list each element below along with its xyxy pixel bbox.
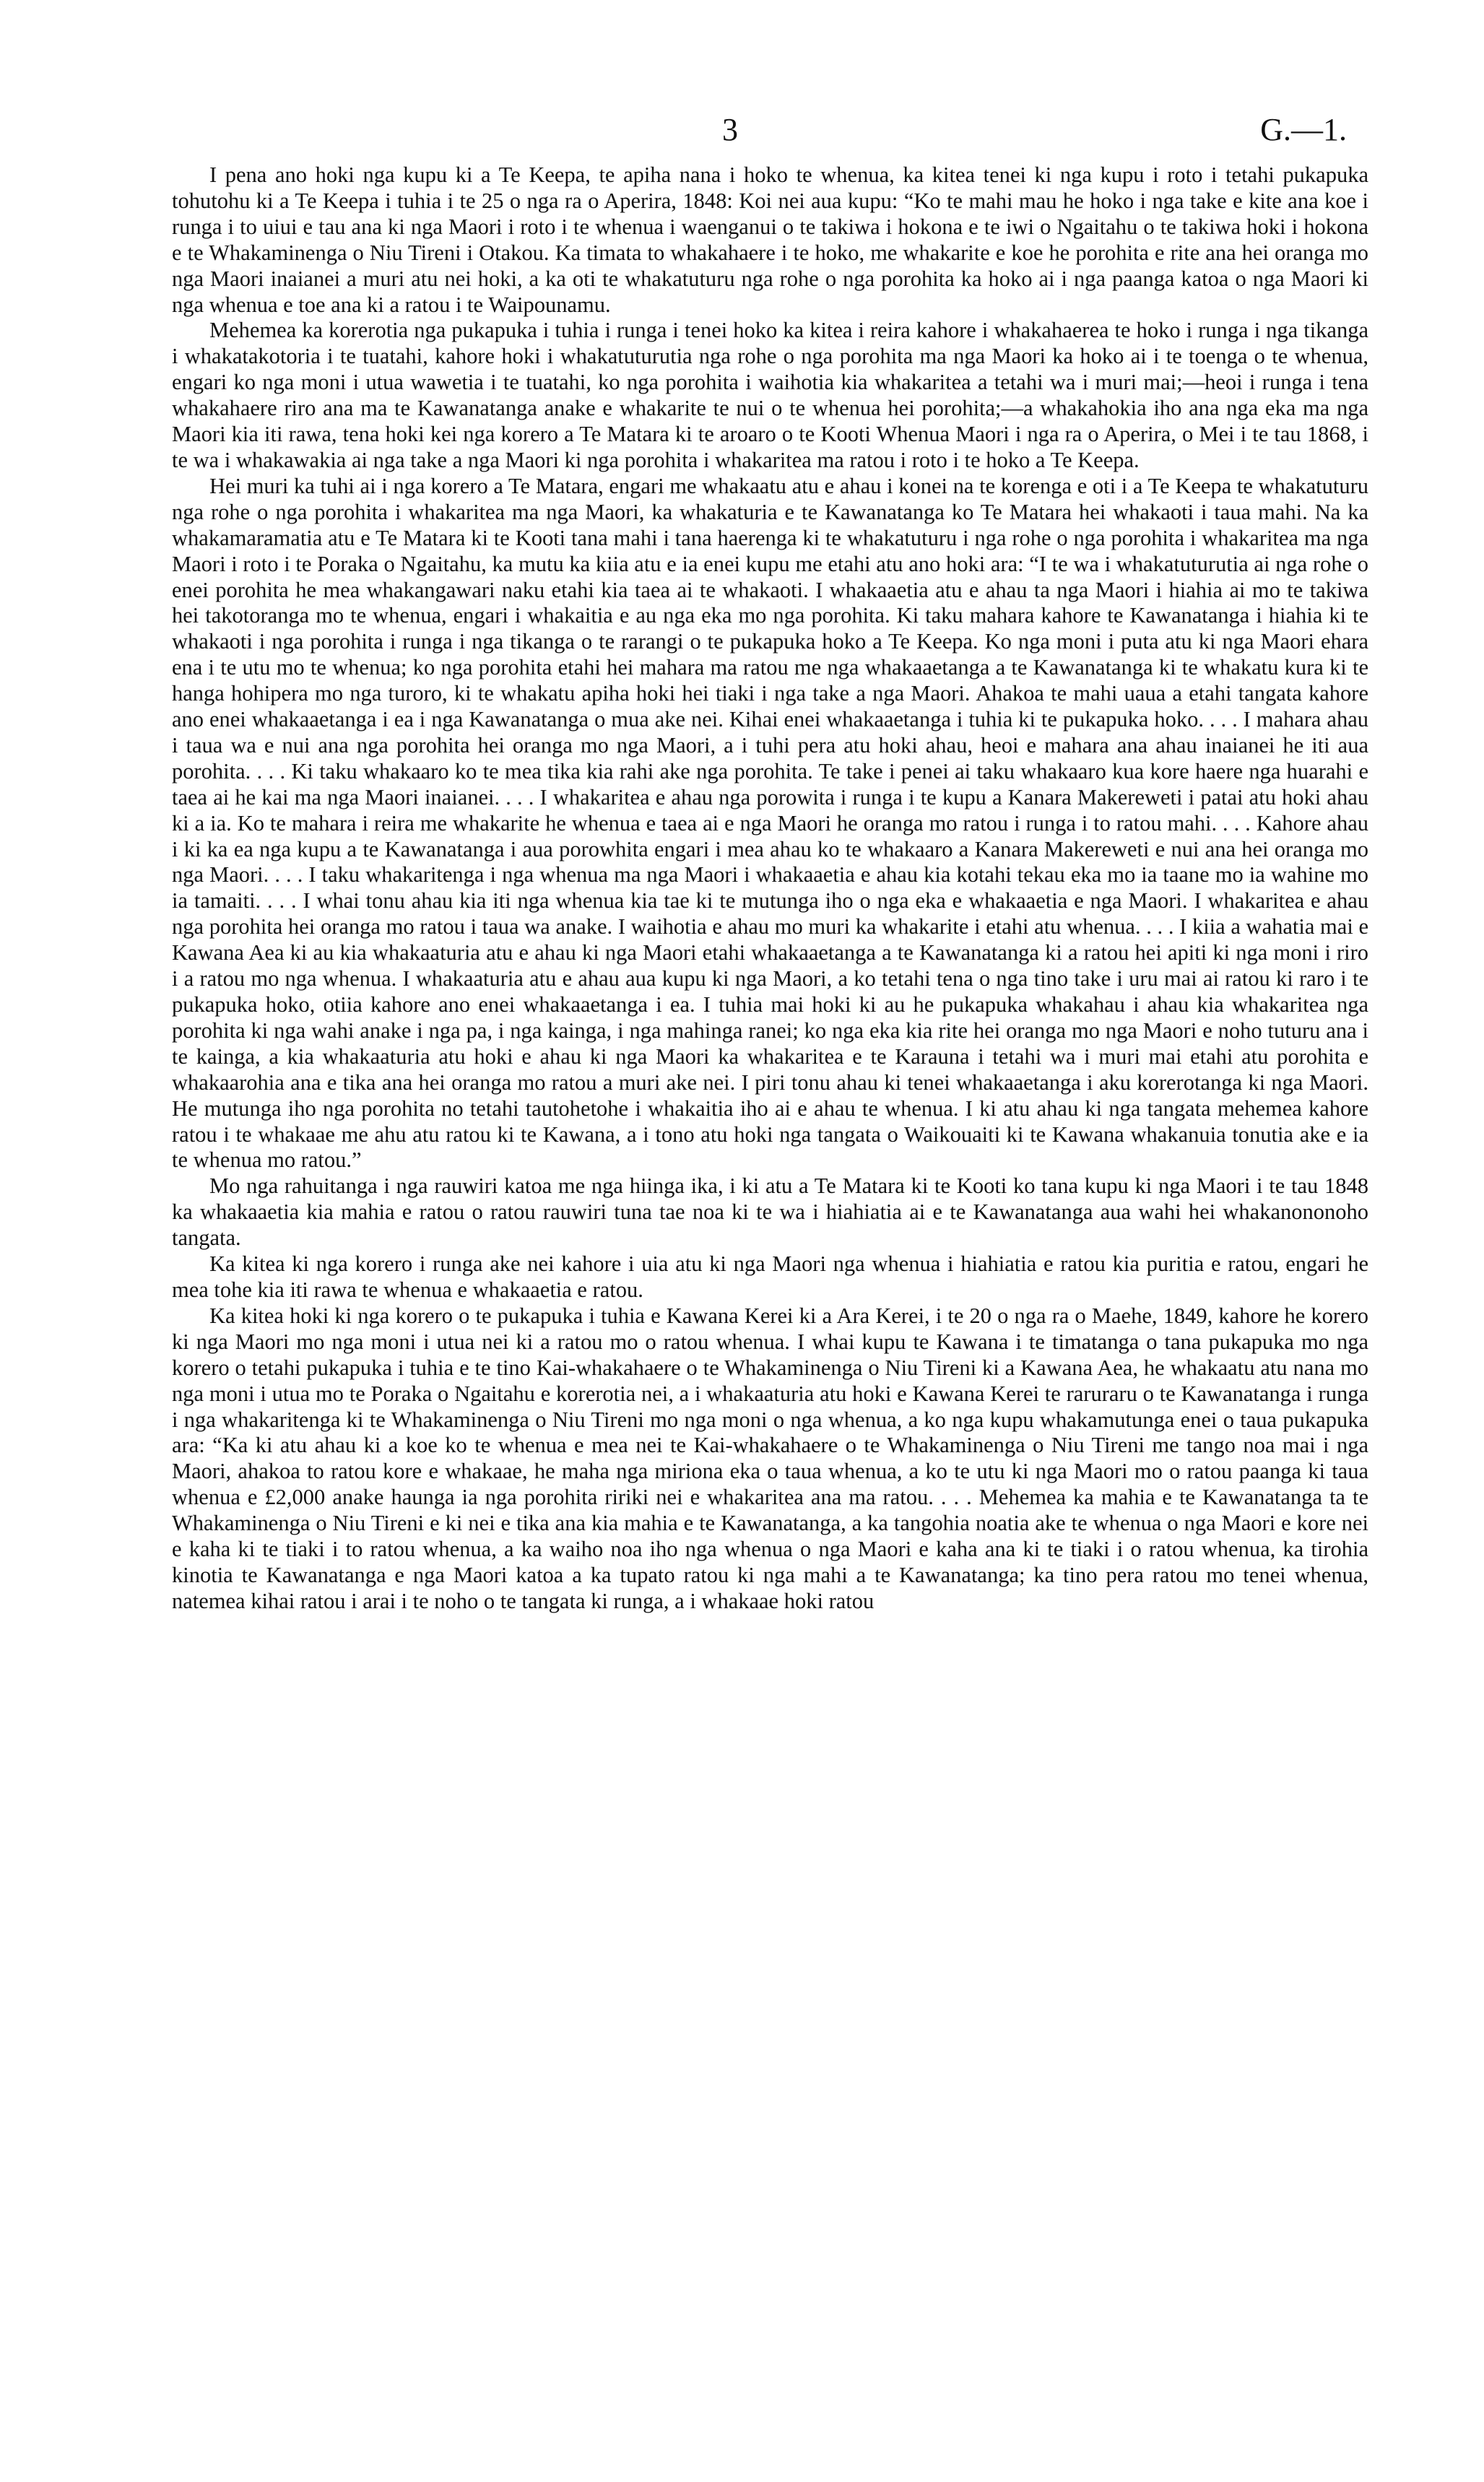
paragraph: Mehemea ka korerotia nga pukapuka i tuhia i runga i tenei hoko ka kitea i reira kahore i whakahaerea te hoko i runga i nga tikanga i whakatakotoria i te tuatahi, kahore hoki i whakatuturutia nga rohe o nga porohita ma nga Maori ka hoko ai i te toenga o te whenua, engari ko nga moni i utua wawetia i te tuatahi, ko nga porohita i waihotia kia whakaritea a tetahi wa i muri mai;—heoi i runga i tena whakahaere riro ana ma te Kawanatanga anake e whakarite te nui o te whenua hei porohita;—a whakahokia iho ana nga eka ma nga Maori kia iti rawa, tena hoki kei nga korero a Te Matara ki te aroaro o te Kooti Whenua Maori i nga ra o Aperira, o Mei i te tau 1868, i te wa i whakawakia ai nga take a nga Maori ki nga porohita i whakaritea ma ratou i roto i te hoko a Te Keepa. [172,318,1368,472]
document-reference: G.—1. [1260,112,1347,147]
paragraph: Ka kitea ki nga korero i runga ake nei kahore i uia atu ki nga Maori nga whenua i hiahiatia e ratou kia puritia e ratou, engari he mea tohe kia iti rawa te whenua e whakaaetia e ratou. [172,1251,1368,1302]
paragraph: I pena ano hoki nga kupu ki a Te Keepa, te apiha nana i hoko te whenua, ka kitea tenei ki nga kupu i roto i tetahi pukapuka tohutohu ki a Te Keepa i tuhia i te 25 o nga ra o Aperira, 1848: Koi nei aua kupu: “Ko te mahi mau he hoko i nga take e kite ana koe i runga i to uiui e tau ana ki nga Maori i roto i te whenua i waenganui o te takiwa i hokona e te iwi o Ngaitahu o te takiwa hoki i hokona e te Whakaminenga o Niu Tireni i Otakou. Ka timata to whakahaere i te hoko, me whakarite e koe he porohita e rite ana hei oranga mo nga Maori inaianei a muri atu nei hoki, a ka oti te whakatuturu nga rohe o nga porohita ka hoko ai i nga paanga katoa o nga Maori ki nga whenua e toe ana ki a ratou i te Waipounamu. [172,162,1368,317]
body-text [172,162,1368,1615]
paragraph: Ka kitea hoki ki nga korero o te pukapuka i tuhia e Kawana Kerei ki a Ara Kerei, i te 20 o nga ra o Maehe, 1849, kahore he korero ki nga Maori mo nga moni i utua nei ki a ratou mo o ratou whenua. I whai kupu te Kawana i te timatanga o tana pukapuka mo nga korero o tetahi pukapuka i tuhia e te tino Kai-whakahaere o te Whakaminenga o Niu Tireni ki a Kawana Aea, he whakaatu atu nana mo nga moni i utua mo te Poraka o Ngaitahu e korerotia nei, a i whakaaturia atu hoki e Kawana Kerei te raruraru o te Kawanatanga i runga i nga whakaritenga ki te Whakaminenga o Niu Tireni mo nga moni o nga whenua, a ko nga kupu whakamutunga enei o taua pukapuka ara: “Ka ki atu ahau ki a koe ko te whenua e mea nei te Kai-whakahaere o te Whakaminenga o Niu Tireni me tango noa mai i nga Maori, ahakoa to ratou kore e whakaae, he maha nga miriona eka o taua whenua, a ko te utu ki nga Maori mo o ratou paanga ki taua whenua e £2,000 anake haunga ia nga porohita ririki nei e whakaritea ana ma ratou. . . . Mehemea ka mahia e te Kawanatanga ta te Whakaminenga o Niu Tireni e ki nei e tika ana kia mahia e te Kawanatanga, a ka tangohia noatia ake te whenua o nga Maori e kore nei e kaha ki te tiaki i to ratou whenua, a ka waiho noa iho nga whenua o nga Maori e kaha ana ki te tiaki i o ratou whenua, ka tirohia kinotia te Kawanatanga e nga Maori katoa a ka tupato ratou ki nga mahi a te Kawanatanga; ka tino pera ratou mo tenei whenua, natemea kihai ratou i arai i te noho o te tangata ki runga, a i whakaae hoki ratou [172,1303,1368,1613]
paragraph: Mo nga rahuitanga i nga rauwiri katoa me nga hiinga ika, i ki atu a Te Matara ki te Kooti ko tana kupu ki nga Maori i te tau 1848 ka whakaaetia kia mahia e ratou o ratou rauwiri tuna tae noa ki te wa i hiahiatia ai e te Kawanatanga aua wahi hei whakanononoho tangata. [172,1173,1368,1251]
page-header [0,108,1484,152]
page-number: 3 [722,112,738,147]
paragraph: Hei muri ka tuhi ai i nga korero a Te Matara, engari me whakaatu atu e ahau i konei na te korenga e oti i a Te Keepa te whakatuturu nga rohe o nga porohita i whakaritea ma nga Maori, ka whakaturia e te Kawanatanga ko Te Matara hei whakaoti i taua mahi. Na ka whakamaramatia atu e Te Matara ki te Kooti tana mahi i tana haerenga ki te whakatuturu i nga rohe o nga porohita i whakaritea ma nga Maori i roto i te Poraka o Ngaitahu, ka mutu ka kiia atu e ia enei kupu me etahi atu ano hoki ara: “I te wa i whakatuturutia ai nga rohe o enei porohita he mea whakangawari naku etahi kia taea ai te whakaoti. I whakaaetia atu e ahau ta nga Maori i hiahia ai mo te takiwa hei takotoranga mo te whenua, engari i whakaitia e au nga eka mo nga porohita. Ki taku mahara kahore te Kawanatanga i hiahia ki te whakaoti i nga porohita i runga i nga tikanga o te rarangi o te pukapuka hoko a Te Keepa. Ko nga moni i puta atu ki nga Maori ehara ena i te utu mo te whenua; ko nga porohita etahi hei mahara ma ratou me nga whakaaetanga a te Kawanatanga ki te whakatu kura ki te hanga hohipera mo nga turoro, ki te whakatu apiha hoki hei tiaki i nga take a nga Maori. Ahakoa te mahi uaua a etahi tangata kahore ano enei whakaaetanga i ea i nga Kawanatanga o mua ake nei. Kihai enei whakaaetanga i tuhia ki te pukapuka hoko. . . . I mahara ahau i taua wa e nui ana nga porohita hei oranga mo nga Maori, a i tuhi pera atu hoki ahau, heoi e mahara ana ahau inaianei he iti aua porohita. . . . Ki taku whakaaro ko te mea tika kia rahi ake nga porohita. Te take i penei ai taku whakaaro kua kore haere nga huarahi e taea ai he kai ma nga Maori inaianei. . . . I whakaritea e ahau nga porowita i runga i te kupu a Kanara Makereweti i patai atu hoki ahau ki a ia. Ko te mahara i reira me whakarite he whenua e taea ai e nga Maori he oranga mo ratou i runga i to ratou mahi. . . . Kahore ahau i ki ka ea nga kupu a te Kawanatanga i aua porowhita engari i mea ahau ko te whakaaro a Kanara Makereweti e nui ana hei oranga mo nga Maori. . . . I taku whakaritenga i nga whenua ma nga Maori i whakaaetia e ahau kia kotahi tekau eka mo ia taane mo ia wahine mo ia tamaiti. . . . I whai tonu ahau kia iti nga whenua kia tae ki te mutunga iho o nga eka e whakaaetia e nga Maori. I whakaritea e ahau nga porohita hei oranga mo ratou i taua wa anake. I waihotia e ahau mo muri ka whakarite i etahi atu whenua. . . . I kiia a wahatia mai e Kawana Aea ki au kia whakaaturia atu e ahau ki nga Maori etahi whakaaetanga a te Kawanatanga ki a ratou hei apiti ki nga moni i riro i a ratou mo nga whenua. I whakaaturia atu e ahau aua kupu ki nga Maori, a ko tetahi tena o nga tino take i uru mai ai ratou ki raro i te pukapuka hoko, otiia kahore ano enei whakaaetanga i ea. I tuhia mai hoki ki au he pukapuka whakahau i ahau kia whakaritea nga porohita ki nga wahi anake i nga pa, i nga kainga, i nga mahinga ranei; ko nga eka kia rite hei oranga mo nga Maori e noho tuturu ana i te kainga, a kia whakaaturia atu hoki e ahau ki nga Maori ka whakaritea e te Karauna i tetahi wa i muri mai etahi atu porohita e whakaarohia ana e tika ana hei oranga mo ratou a muri ake nei. I piri tonu ahau ki tenei whakaaetanga i aku korerotanga ki nga Maori. He mutunga iho nga porohita no tetahi tautohetohe i whakaitia iho ai e ahau te whenua. I ki atu ahau ki nga tangata mehemea kahore ratou i te whakaae me ahu atu ratou ki te Kawana, a i tono atu hoki nga tangata o Waikouaiti ki te Kawana whakanuia tonutia ake e ia te whenua mo ratou.” [172,473,1368,1173]
